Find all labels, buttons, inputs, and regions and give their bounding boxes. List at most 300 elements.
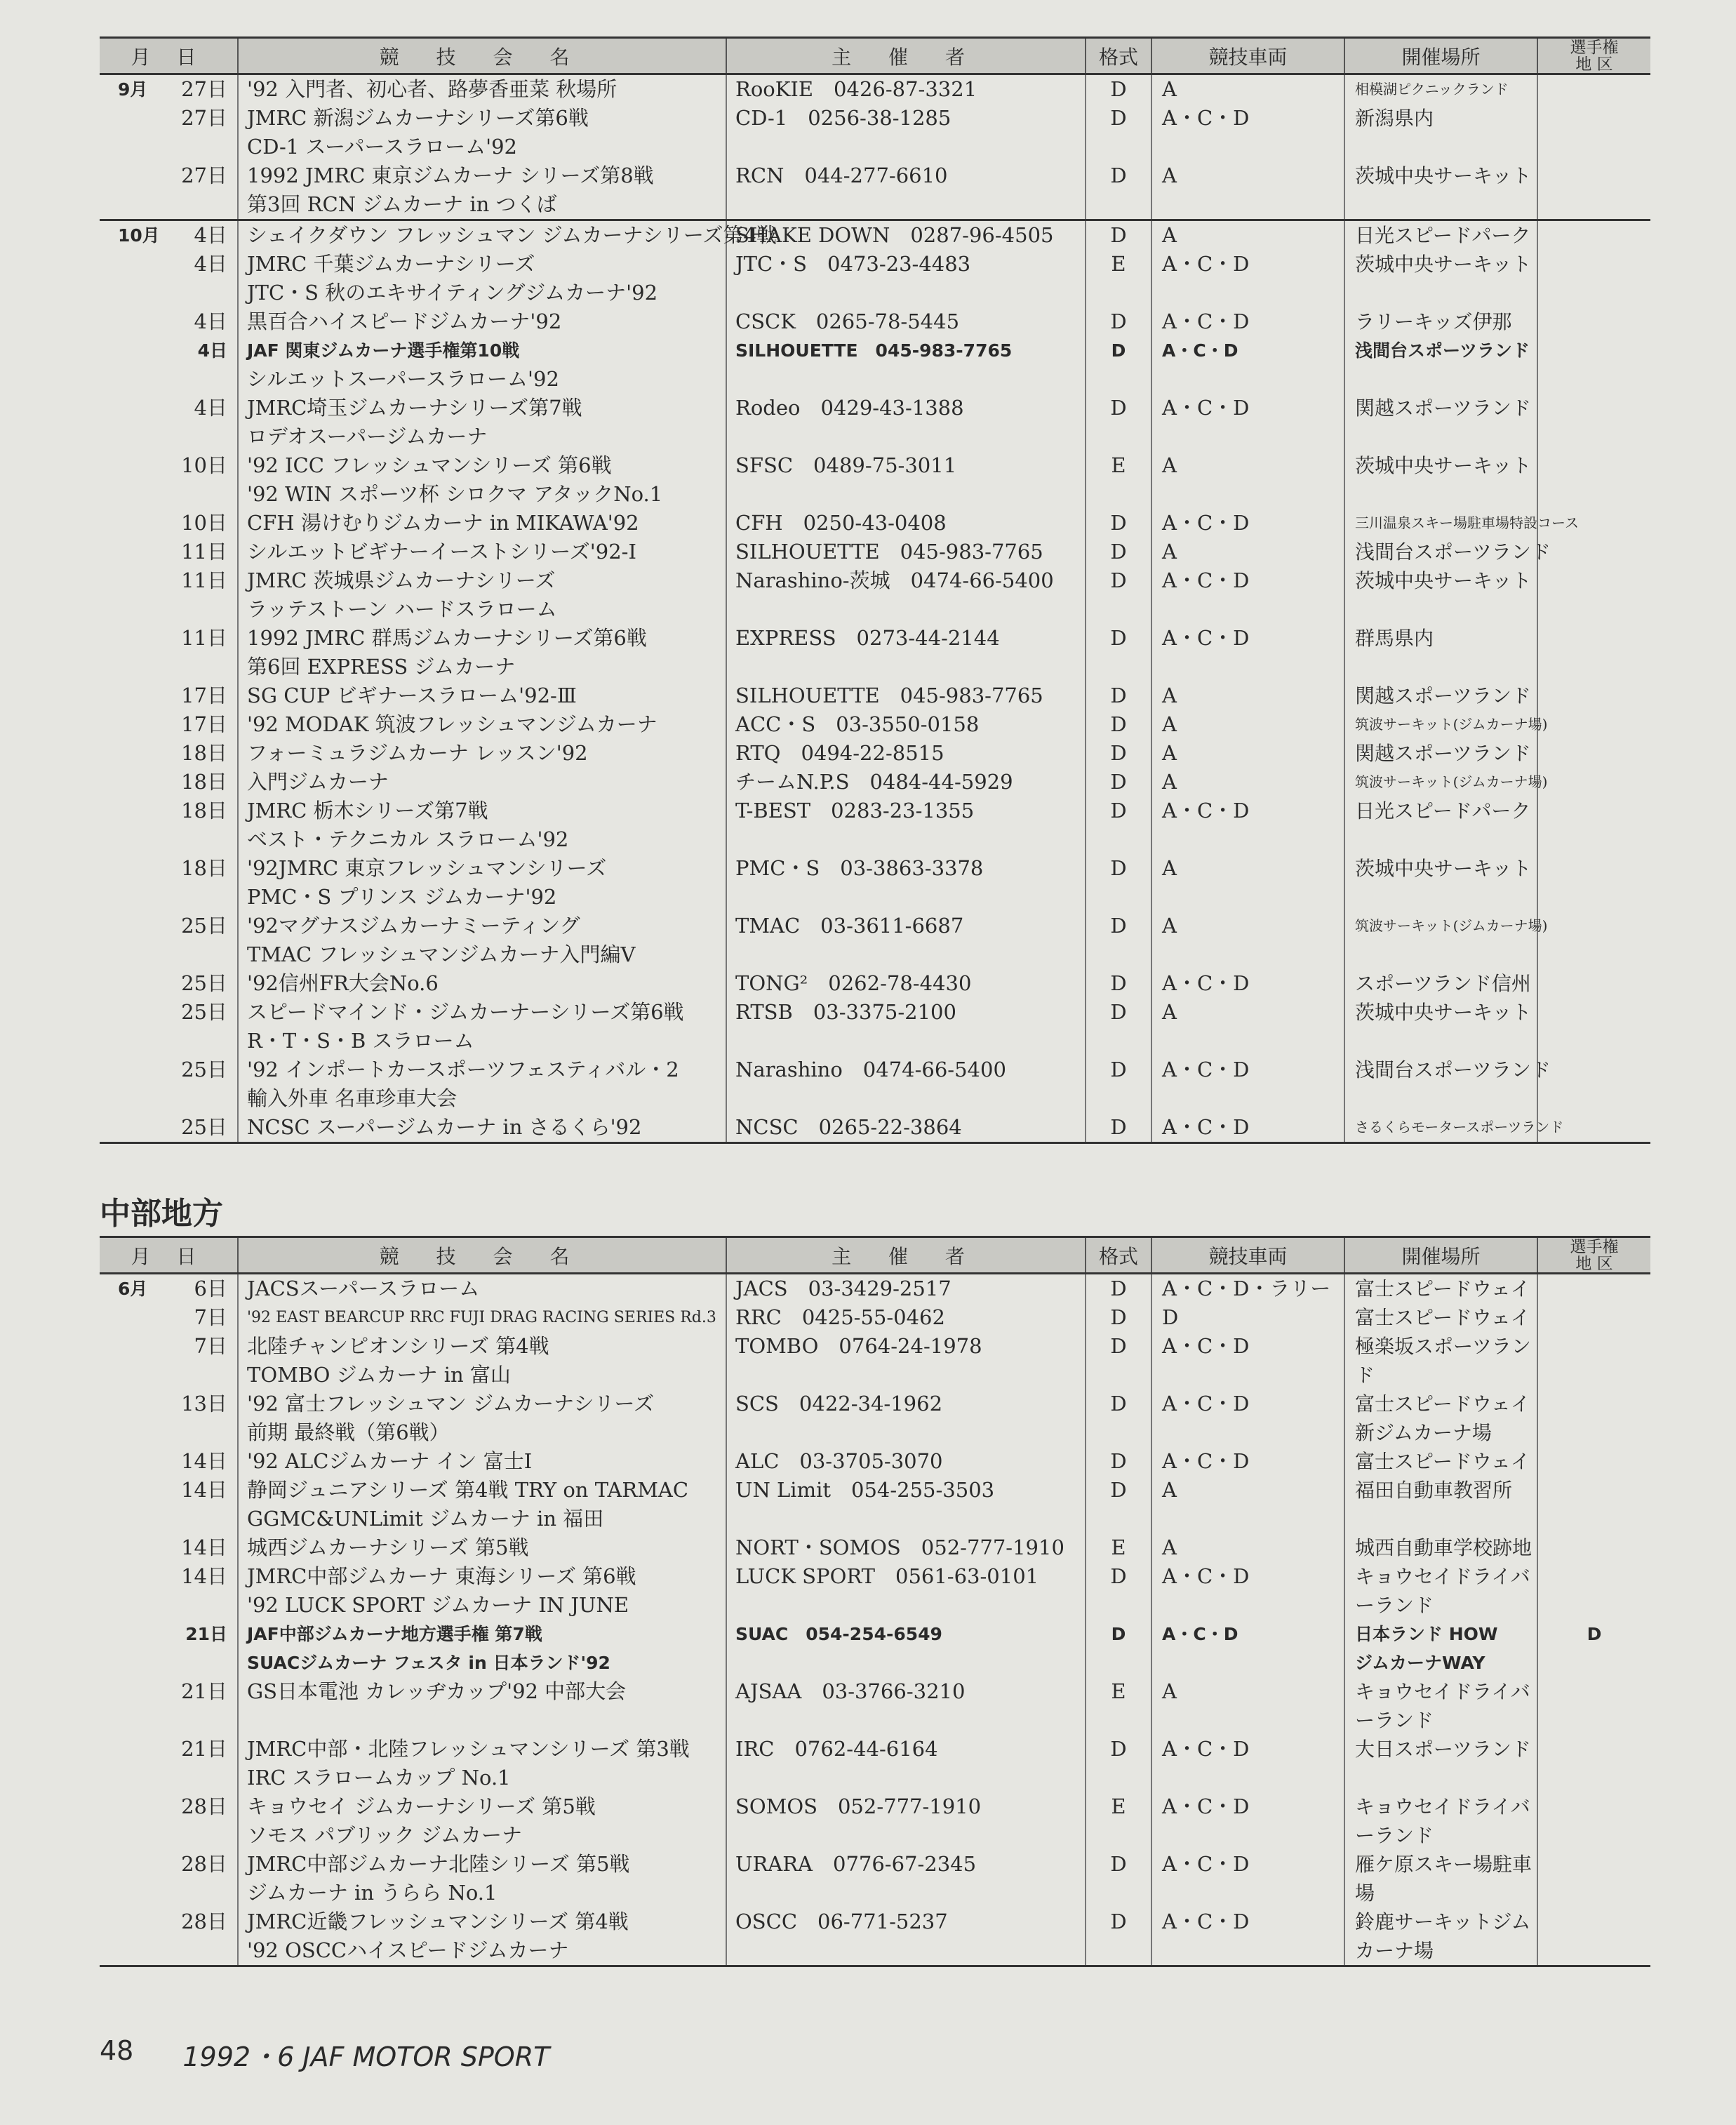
organizer-cell <box>727 940 1086 969</box>
format-cell: D <box>1086 1562 1152 1591</box>
event-name-cell: シルエットビギナーイーストシリーズ'92-Ⅰ <box>239 538 727 566</box>
place-cell: ラリーキッズ伊那 <box>1345 307 1538 336</box>
day-cell: 14日 <box>168 1533 239 1562</box>
day-cell: 21日 <box>168 1735 239 1764</box>
event-name-cell: 第3回 RCN ジムカーナ in つくば <box>239 190 727 219</box>
organizer-cell: ALC 03-3705-3070 <box>727 1447 1086 1476</box>
event-name-cell: '92 富士フレッシュマン ジムカーナシリーズ <box>239 1390 727 1418</box>
month-cell <box>100 1303 168 1332</box>
table-row <box>100 250 1650 279</box>
cars-cell: A・C・D <box>1152 1850 1345 1879</box>
organizer-cell <box>727 1764 1086 1792</box>
event-name-cell: '92 EAST BEARCUP RRC FUJI DRAG RACING SERIES Rd.3 <box>239 1303 727 1332</box>
month-cell <box>100 1361 168 1390</box>
month-cell <box>100 394 168 422</box>
header-place: 開催場所 <box>1345 1238 1538 1272</box>
format-cell: D <box>1086 998 1152 1027</box>
table-row <box>100 307 1650 336</box>
month-cell <box>100 538 168 566</box>
organizer-cell: SOMOS 052-777-1910 <box>727 1792 1086 1821</box>
month-cell <box>100 1332 168 1361</box>
format-cell <box>1086 653 1152 681</box>
month-cell <box>100 1533 168 1562</box>
header-organizer: 主 催 者 <box>727 39 1086 73</box>
cars-cell: A <box>1152 854 1345 883</box>
table-row <box>100 1027 1650 1055</box>
month-cell <box>100 681 168 710</box>
day-cell: 11日 <box>168 538 239 566</box>
region-cell <box>1538 1390 1650 1418</box>
month-cell <box>100 365 168 394</box>
table-row <box>100 1505 1650 1533</box>
region-cell <box>1538 538 1650 566</box>
event-name-cell: NCSC スーパージムカーナ in さるくら'92 <box>239 1113 727 1142</box>
header-place: 開催場所 <box>1345 39 1538 73</box>
organizer-cell: SUAC 054-254-6549 <box>727 1620 1086 1648</box>
cars-cell: A・C・D <box>1152 394 1345 422</box>
day-cell: 10日 <box>168 451 239 480</box>
format-cell: D <box>1086 797 1152 825</box>
table-row <box>100 768 1650 797</box>
cars-cell <box>1152 653 1345 681</box>
organizer-cell <box>727 1936 1086 1965</box>
day-cell <box>168 1591 239 1620</box>
day-cell <box>168 279 239 307</box>
table-row <box>100 221 1650 250</box>
month-cell <box>100 1084 168 1113</box>
magazine-title: 1992・6 JAF MOTOR SPORT <box>182 2041 550 2072</box>
region-cell <box>1538 307 1650 336</box>
cars-cell <box>1152 1418 1345 1447</box>
format-cell: D <box>1086 854 1152 883</box>
place-cell: ーランド <box>1345 1706 1538 1735</box>
event-name-cell: 1992 JMRC 群馬ジムカーナシリーズ第6戦 <box>239 624 727 653</box>
region-cell <box>1538 1055 1650 1084</box>
event-name-cell: '92信州FR大会No.6 <box>239 969 727 998</box>
table-row <box>100 883 1650 912</box>
month-cell <box>100 1562 168 1591</box>
event-name-cell: JMRC 栃木シリーズ第7戦 <box>239 797 727 825</box>
region-cell <box>1538 1084 1650 1113</box>
format-cell <box>1086 1821 1152 1850</box>
region-cell <box>1538 1735 1650 1764</box>
day-cell: 25日 <box>168 969 239 998</box>
month-cell <box>100 1027 168 1055</box>
cars-cell: A・C・D <box>1152 104 1345 133</box>
region-cell <box>1538 1505 1650 1533</box>
region-cell <box>1538 133 1650 161</box>
cars-cell <box>1152 940 1345 969</box>
day-cell: 25日 <box>168 998 239 1027</box>
table-row <box>100 422 1650 451</box>
cars-cell: A <box>1152 161 1345 190</box>
month-group <box>100 75 1650 221</box>
month-cell <box>100 710 168 739</box>
place-cell: 新潟県内 <box>1345 104 1538 133</box>
cars-cell: A・C・D <box>1152 566 1345 595</box>
header-name: 競 技 会 名 <box>239 1238 727 1272</box>
table-row <box>100 336 1650 365</box>
event-name-cell: JMRC 千葉ジムカーナシリーズ <box>239 250 727 279</box>
format-cell: D <box>1086 161 1152 190</box>
event-name-cell: '92JMRC 東京フレッシュマンシリーズ <box>239 854 727 883</box>
day-cell <box>168 883 239 912</box>
day-cell: 25日 <box>168 1055 239 1084</box>
event-name-cell: シルエットスーパースラローム'92 <box>239 365 727 394</box>
organizer-cell: RooKIE 0426-87-3321 <box>727 75 1086 104</box>
region-cell <box>1538 739 1650 768</box>
table-header <box>100 1236 1650 1274</box>
month-cell <box>100 566 168 595</box>
day-cell: 4日 <box>168 250 239 279</box>
place-cell: 茨城中央サーキット <box>1345 998 1538 1027</box>
cars-cell: A・C・D <box>1152 1055 1345 1084</box>
format-cell <box>1086 940 1152 969</box>
format-cell <box>1086 1418 1152 1447</box>
region-cell <box>1538 1591 1650 1620</box>
table-row <box>100 1764 1650 1792</box>
event-name-cell: JMRC 茨城県ジムカーナシリーズ <box>239 566 727 595</box>
page-number: 48 <box>100 2035 134 2066</box>
region-cell <box>1538 681 1650 710</box>
table-row <box>100 1591 1650 1620</box>
format-cell: D <box>1086 1620 1152 1648</box>
region-cell <box>1538 279 1650 307</box>
cars-cell <box>1152 1505 1345 1533</box>
place-cell: キョウセイドライバ <box>1345 1792 1538 1821</box>
region-cell <box>1538 1303 1650 1332</box>
format-cell: D <box>1086 566 1152 595</box>
event-name-cell: スピードマインド・ジムカーナーシリーズ第6戦 <box>239 998 727 1027</box>
format-cell <box>1086 1764 1152 1792</box>
place-cell: 茨城中央サーキット <box>1345 161 1538 190</box>
event-name-cell: CFH 湯けむりジムカーナ in MIKAWA'92 <box>239 509 727 538</box>
event-name-cell: 輸入外車 名車珍車大会 <box>239 1084 727 1113</box>
region-cell <box>1538 998 1650 1027</box>
day-cell: 18日 <box>168 854 239 883</box>
cars-cell: D <box>1152 1303 1345 1332</box>
day-cell <box>168 1084 239 1113</box>
month-cell <box>100 1447 168 1476</box>
cars-cell <box>1152 422 1345 451</box>
format-cell <box>1086 1505 1152 1533</box>
format-cell: D <box>1086 1274 1152 1303</box>
region-cell <box>1538 797 1650 825</box>
place-cell: 雁ケ原スキー場駐車 <box>1345 1850 1538 1879</box>
place-cell: カーナ場 <box>1345 1936 1538 1965</box>
event-name-cell: JMRC中部・北陸フレッシュマンシリーズ 第3戦 <box>239 1735 727 1764</box>
event-name-cell: SG CUP ビギナースラローム'92-Ⅲ <box>239 681 727 710</box>
day-cell <box>168 1764 239 1792</box>
region-cell <box>1538 250 1650 279</box>
day-cell: 14日 <box>168 1562 239 1591</box>
format-cell: D <box>1086 739 1152 768</box>
event-name-cell: ソモス パブリック ジムカーナ <box>239 1821 727 1850</box>
format-cell: D <box>1086 1476 1152 1505</box>
format-cell <box>1086 1027 1152 1055</box>
day-cell: 27日 <box>168 104 239 133</box>
event-name-cell: JACSスーパースラローム <box>239 1274 727 1303</box>
header-format: 格式 <box>1086 1238 1152 1272</box>
day-cell: 6日 <box>168 1274 239 1303</box>
format-cell: D <box>1086 221 1152 250</box>
format-cell: D <box>1086 336 1152 365</box>
place-cell: 筑波サーキット(ジムカーナ場) <box>1345 710 1538 739</box>
day-cell <box>168 595 239 624</box>
organizer-cell <box>727 279 1086 307</box>
region-cell <box>1538 854 1650 883</box>
region-cell <box>1538 365 1650 394</box>
cars-cell: A・C・D <box>1152 969 1345 998</box>
month-cell <box>100 1879 168 1907</box>
table-row <box>100 538 1650 566</box>
organizer-cell: RTQ 0494-22-8515 <box>727 739 1086 768</box>
month-cell <box>100 854 168 883</box>
cars-cell: A・C・D <box>1152 1447 1345 1476</box>
table-row <box>100 1113 1650 1142</box>
month-cell <box>100 1620 168 1648</box>
month-cell <box>100 190 168 219</box>
format-cell <box>1086 1936 1152 1965</box>
organizer-cell: SFSC 0489-75-3011 <box>727 451 1086 480</box>
format-cell: D <box>1086 1113 1152 1142</box>
organizer-cell: CFH 0250-43-0408 <box>727 509 1086 538</box>
organizer-cell: Narashino 0474-66-5400 <box>727 1055 1086 1084</box>
region-cell <box>1538 1821 1650 1850</box>
place-cell <box>1345 480 1538 509</box>
day-cell: 13日 <box>168 1390 239 1418</box>
region-cell <box>1538 1907 1650 1936</box>
day-cell <box>168 653 239 681</box>
header-cars: 競技車両 <box>1152 1238 1345 1272</box>
table-row <box>100 161 1650 190</box>
cars-cell <box>1152 595 1345 624</box>
place-cell: ーランド <box>1345 1591 1538 1620</box>
format-cell <box>1086 825 1152 854</box>
cars-cell <box>1152 1084 1345 1113</box>
place-cell: 富士スピードウェイ <box>1345 1303 1538 1332</box>
table-row <box>100 825 1650 854</box>
organizer-cell: IRC 0762-44-6164 <box>727 1735 1086 1764</box>
organizer-cell <box>727 1027 1086 1055</box>
event-name-cell: GS日本電池 カレッヂカップ'92 中部大会 <box>239 1677 727 1706</box>
table-row <box>100 365 1650 394</box>
month-cell <box>100 1113 168 1142</box>
cars-cell: A・C・D <box>1152 1620 1345 1648</box>
event-name-cell: フォーミュラジムカーナ レッスン'92 <box>239 739 727 768</box>
format-cell <box>1086 1706 1152 1735</box>
place-cell: 富士スピードウェイ <box>1345 1274 1538 1303</box>
day-cell: 28日 <box>168 1907 239 1936</box>
cars-cell <box>1152 1591 1345 1620</box>
day-cell: 4日 <box>168 336 239 365</box>
month-cell <box>100 653 168 681</box>
day-cell <box>168 422 239 451</box>
region-cell <box>1538 480 1650 509</box>
place-cell: 日光スピードパーク <box>1345 797 1538 825</box>
day-cell: 27日 <box>168 75 239 104</box>
table-row <box>100 1648 1650 1677</box>
month-cell <box>100 1735 168 1764</box>
cars-cell <box>1152 480 1345 509</box>
cars-cell <box>1152 825 1345 854</box>
cars-cell <box>1152 883 1345 912</box>
organizer-cell: URARA 0776-67-2345 <box>727 1850 1086 1879</box>
event-name-cell: 静岡ジュニアシリーズ 第4戦 TRY on TARMAC <box>239 1476 727 1505</box>
format-cell <box>1086 1591 1152 1620</box>
table-body <box>100 1274 1650 1967</box>
organizer-cell: T-BEST 0283-23-1355 <box>727 797 1086 825</box>
place-cell <box>1345 1764 1538 1792</box>
day-cell: 10日 <box>168 509 239 538</box>
region-cell <box>1538 336 1650 365</box>
table-row <box>100 1303 1650 1332</box>
format-cell: D <box>1086 1332 1152 1361</box>
table-row <box>100 912 1650 940</box>
cars-cell: A・C・D・ラリー <box>1152 1274 1345 1303</box>
organizer-cell: TOMBO 0764-24-1978 <box>727 1332 1086 1361</box>
day-cell <box>168 940 239 969</box>
region-cell <box>1538 1476 1650 1505</box>
event-name-cell: JMRC 新潟ジムカーナシリーズ第6戦 <box>239 104 727 133</box>
day-cell: 27日 <box>168 161 239 190</box>
month-cell: 9月 <box>118 79 148 100</box>
month-cell <box>100 1055 168 1084</box>
region-cell <box>1538 1027 1650 1055</box>
place-cell: 浅間台スポーツランド <box>1345 1055 1538 1084</box>
event-name-cell: JAF 関東ジムカーナ選手権第10戦 <box>239 336 727 365</box>
region-cell <box>1538 1332 1650 1361</box>
event-name-cell: PMC・S プリンス ジムカーナ'92 <box>239 883 727 912</box>
table-row <box>100 1620 1650 1648</box>
format-cell: D <box>1086 307 1152 336</box>
table-row <box>100 854 1650 883</box>
event-name-cell: 北陸チャンピオンシリーズ 第4戦 <box>239 1332 727 1361</box>
organizer-cell: PMC・S 03-3863-3378 <box>727 854 1086 883</box>
place-cell: 茨城中央サーキット <box>1345 250 1538 279</box>
table-row <box>100 1476 1650 1505</box>
table-row <box>100 566 1650 595</box>
event-name-cell: 1992 JMRC 東京ジムカーナ シリーズ第8戦 <box>239 161 727 190</box>
organizer-cell <box>727 1648 1086 1677</box>
place-cell: 関越スポーツランド <box>1345 739 1538 768</box>
table-row <box>100 681 1650 710</box>
cars-cell <box>1152 1706 1345 1735</box>
format-cell <box>1086 480 1152 509</box>
day-cell: 14日 <box>168 1447 239 1476</box>
table-row <box>100 595 1650 624</box>
format-cell <box>1086 133 1152 161</box>
day-cell <box>168 1648 239 1677</box>
region-cell <box>1538 509 1650 538</box>
region-cell <box>1538 825 1650 854</box>
format-cell: D <box>1086 768 1152 797</box>
region-cell <box>1538 1533 1650 1562</box>
organizer-cell: TMAC 03-3611-6687 <box>727 912 1086 940</box>
place-cell: キョウセイドライバ <box>1345 1562 1538 1591</box>
table-row <box>100 1936 1650 1965</box>
format-cell: D <box>1086 104 1152 133</box>
place-cell: 茨城中央サーキット <box>1345 854 1538 883</box>
format-cell: E <box>1086 250 1152 279</box>
place-cell <box>1345 133 1538 161</box>
place-cell <box>1345 279 1538 307</box>
header-region: 選手権 地 区 <box>1570 38 1619 74</box>
cars-cell: A <box>1152 998 1345 1027</box>
table-row <box>100 1735 1650 1764</box>
month-cell <box>100 969 168 998</box>
day-cell <box>168 1879 239 1907</box>
event-name-cell: JMRC中部ジムカーナ 東海シリーズ 第6戦 <box>239 1562 727 1591</box>
month-cell <box>100 336 168 365</box>
cars-cell <box>1152 1879 1345 1907</box>
month-cell <box>100 595 168 624</box>
place-cell: 茨城中央サーキット <box>1345 566 1538 595</box>
cars-cell: A・C・D <box>1152 250 1345 279</box>
region-cell <box>1538 1113 1650 1142</box>
table-row <box>100 1677 1650 1706</box>
format-cell <box>1086 1084 1152 1113</box>
cars-cell <box>1152 133 1345 161</box>
event-name-cell: '92 MODAK 筑波フレッシュマンジムカーナ <box>239 710 727 739</box>
region-cell <box>1538 422 1650 451</box>
format-cell: E <box>1086 1792 1152 1821</box>
region-cell: D <box>1587 1624 1602 1644</box>
organizer-cell <box>727 1591 1086 1620</box>
region-cell <box>1538 624 1650 653</box>
organizer-cell: SILHOUETTE 045-983-7765 <box>727 336 1086 365</box>
table-row <box>100 1562 1650 1591</box>
event-name-cell: JTC・S 秋のエキサイティングジムカーナ'92 <box>239 279 727 307</box>
region-cell <box>1538 710 1650 739</box>
format-cell: E <box>1086 1533 1152 1562</box>
format-cell <box>1086 595 1152 624</box>
table-row <box>100 1274 1650 1303</box>
month-cell <box>100 451 168 480</box>
organizer-cell <box>727 480 1086 509</box>
table-row <box>100 1907 1650 1936</box>
region-cell <box>1538 1418 1650 1447</box>
region-cell <box>1538 1677 1650 1706</box>
place-cell: 城西自動車学校跡地 <box>1345 1533 1538 1562</box>
day-cell: 18日 <box>168 797 239 825</box>
place-cell: 富士スピードウェイ <box>1345 1390 1538 1418</box>
cars-cell: A・C・D <box>1152 1113 1345 1142</box>
place-cell <box>1345 422 1538 451</box>
organizer-cell <box>727 133 1086 161</box>
table-body <box>100 75 1650 1144</box>
organizer-cell: LUCK SPORT 0561-63-0101 <box>727 1562 1086 1591</box>
event-name-cell: 城西ジムカーナシリーズ 第5戦 <box>239 1533 727 1562</box>
place-cell: 鈴鹿サーキットジム <box>1345 1907 1538 1936</box>
day-cell <box>168 365 239 394</box>
organizer-cell <box>727 595 1086 624</box>
cars-cell: A・C・D <box>1152 307 1345 336</box>
event-name-cell: ロデオスーパージムカーナ <box>239 422 727 451</box>
organizer-cell: AJSAA 03-3766-3210 <box>727 1677 1086 1706</box>
region-cell <box>1538 1879 1650 1907</box>
place-cell: 浅間台スポーツランド <box>1345 538 1538 566</box>
month-cell <box>100 480 168 509</box>
region-cell <box>1538 161 1650 190</box>
table-row <box>100 969 1650 998</box>
cars-cell: A・C・D <box>1152 624 1345 653</box>
page-footer <box>100 2035 549 2074</box>
region-cell <box>1538 190 1650 219</box>
header-cars: 競技車両 <box>1152 39 1345 73</box>
day-cell <box>168 1505 239 1533</box>
place-cell <box>1345 1505 1538 1533</box>
